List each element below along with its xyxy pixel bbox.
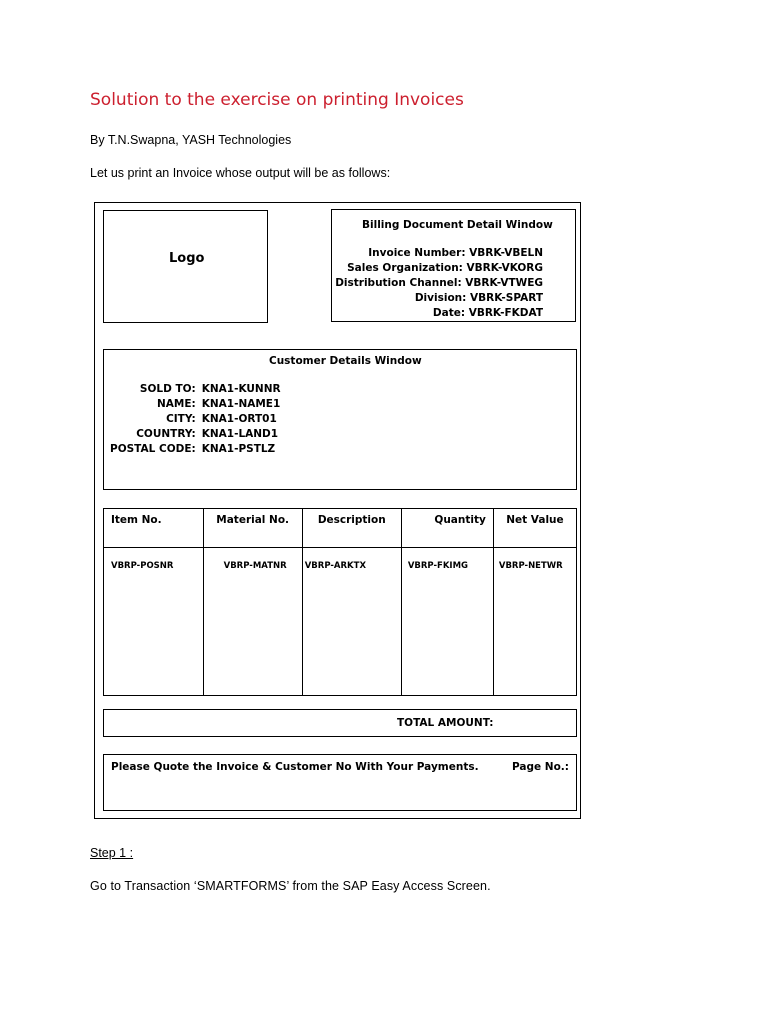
invoice-layout-figure [94,202,581,819]
header-quantity: Quantity [401,509,493,548]
logo-window [103,210,268,323]
document-title: Solution to the exercise on printing Invoices [90,90,464,110]
table-header-row [104,509,576,548]
customer-value-country: KNA1-LAND1 [201,428,279,440]
table-row [104,548,576,696]
intro-text: Let us print an Invoice whose output will be as follows: [90,166,391,180]
cell-item-no: VBRP-POSNR [111,561,174,571]
customer-label-postal-code: POSTAL CODE: [110,443,196,455]
author-byline: By T.N.Swapna, YASH Technologies [90,133,292,147]
header-item-no: Item No. [104,509,203,548]
customer-value-postal-code: KNA1-PSTLZ [201,443,276,455]
customer-value-sold-to: KNA1-KUNNR [201,383,281,395]
billing-details [335,246,543,321]
total-amount-label: TOTAL AMOUNT: [397,717,494,729]
customer-label-country: COUNTRY: [136,428,196,440]
header-material-no: Material No. [203,509,302,548]
billing-window-title: Billing Document Detail Window [362,219,553,231]
cell-net-value: VBRP-NETWR [493,548,576,696]
step-instruction: Go to Transaction ‘SMARTFORMS’ from the SAP Easy Access Screen. [90,879,491,893]
customer-value-city: KNA1-ORT01 [201,413,277,425]
customer-window-title: Customer Details Window [269,355,422,367]
customer-label-sold-to: SOLD TO: [139,383,196,395]
billing-line-sales-org: Sales Organization: VBRK-VKORG [347,262,543,274]
billing-line-date: Date: VBRK-FKDAT [432,307,543,319]
step-heading: Step 1 : [90,846,134,860]
logo-label: Logo [169,251,205,266]
footer-window [103,754,577,811]
billing-line-invoice-number: Invoice Number: VBRK-VBELN [368,247,543,259]
customer-label-city: CITY: [166,413,196,425]
cell-description: VBRP-ARKTX [302,548,401,696]
customer-label-name: NAME: [157,398,196,410]
cell-quantity: VBRP-FKIMG [401,548,493,696]
cell-material-no: VBRP-MATNR [203,548,302,696]
customer-fields [110,382,281,457]
customer-details-window [103,349,577,490]
page-number-label: Page No.: [512,761,569,773]
billing-document-window [331,209,576,322]
footer-note: Please Quote the Invoice & Customer No With Your Payments. [111,761,479,773]
billing-line-distribution-channel: Distribution Channel: VBRK-VTWEG [335,277,543,289]
total-amount-window [103,709,577,737]
header-net-value: Net Value [493,509,576,548]
billing-line-division: Division: VBRK-SPART [414,292,543,304]
header-description: Description [302,509,401,548]
line-items-table [103,508,577,696]
customer-value-name: KNA1-NAME1 [201,398,281,410]
